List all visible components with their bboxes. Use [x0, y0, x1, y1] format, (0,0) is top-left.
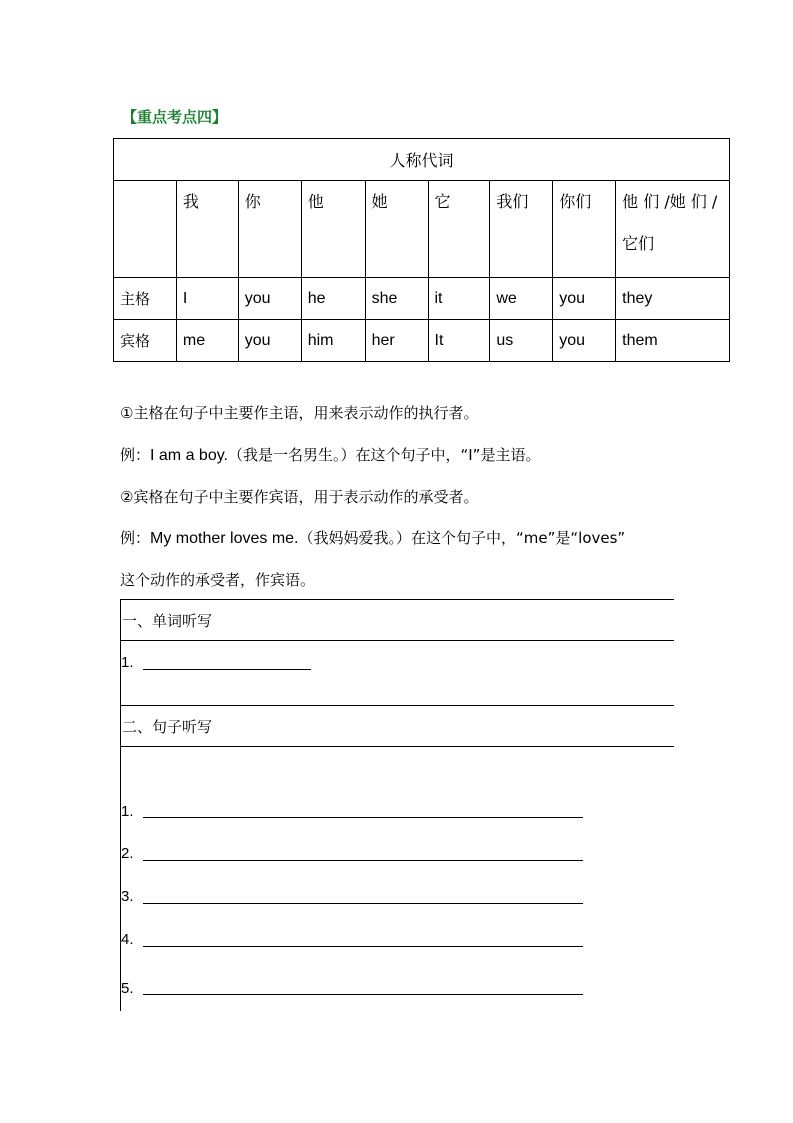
table-cell: It — [428, 320, 490, 362]
table-cell: they — [616, 278, 730, 320]
example-explanation: （我是一名男生。）在这个句子中，“I”是主语。 — [227, 446, 541, 464]
table-cell: you — [553, 278, 616, 320]
sentence-answer-line[interactable] — [143, 946, 583, 947]
table-cell: them — [616, 320, 730, 362]
header-cell: 我 — [176, 181, 238, 278]
header-cell: 他 们 /她 们 /它们 — [616, 181, 730, 278]
divider — [120, 640, 674, 641]
box-top-border — [120, 599, 674, 600]
divider — [120, 746, 674, 747]
note-objective: ②宾格在句子中主要作宾语，用于表示动作的承受者。 — [120, 488, 479, 506]
row-label: 宾格 — [114, 320, 177, 362]
section-title: 【重点考点四】 — [122, 108, 228, 126]
dictation-box — [120, 599, 674, 1011]
sentence-answer-line[interactable] — [143, 994, 583, 995]
table-cell: I — [176, 278, 238, 320]
sentence-item-number: 5. — [121, 980, 134, 997]
example-objective — [120, 527, 625, 548]
table-row-objective — [114, 320, 730, 362]
sentence-dictation-heading: 二、句子听写 — [122, 718, 213, 736]
header-cell — [114, 181, 177, 278]
example-prefix: 例： — [120, 446, 151, 464]
sentence-item-number: 3. — [121, 888, 134, 905]
table-cell: you — [553, 320, 616, 362]
word-item-number: 1. — [121, 654, 134, 671]
header-cell: 我们 — [490, 181, 553, 278]
divider — [120, 705, 674, 706]
example-sentence: My mother loves me. — [150, 530, 299, 547]
table-cell: it — [428, 278, 490, 320]
header-cell: 你 — [238, 181, 301, 278]
table-cell: her — [365, 320, 428, 362]
header-cell: 他 — [301, 181, 365, 278]
table-cell: you — [238, 278, 301, 320]
sentence-item-number: 2. — [121, 845, 134, 862]
row-label: 主格 — [114, 278, 177, 320]
table-cell: you — [238, 320, 301, 362]
example-explanation: （我妈妈爱我。）在这个句子中，“me”是“loves” — [298, 529, 626, 547]
sentence-answer-line[interactable] — [143, 817, 583, 818]
word-dictation-heading: 一、单词听写 — [122, 612, 213, 630]
table-header-row — [114, 181, 730, 278]
table-cell: he — [301, 278, 365, 320]
sentence-item-number: 1. — [121, 803, 134, 820]
table-cell: me — [176, 320, 238, 362]
example-sentence: I am a boy. — [150, 447, 228, 464]
sentence-answer-line[interactable] — [143, 903, 583, 904]
word-answer-line[interactable] — [143, 669, 311, 670]
note-nominative: ①主格在句子中主要作主语，用来表示动作的执行者。 — [120, 404, 479, 422]
table-cell: him — [301, 320, 365, 362]
header-cell: 她 — [365, 181, 428, 278]
table-caption: 人称代词 — [114, 139, 730, 181]
example-prefix: 例： — [120, 529, 151, 547]
example-objective-continued: 这个动作的承受者，作宾语。 — [120, 571, 316, 589]
sentence-item-number: 4. — [121, 931, 134, 948]
example-nominative — [120, 444, 540, 465]
table-cell: we — [490, 278, 553, 320]
table-cell: us — [490, 320, 553, 362]
table-row-nominative — [114, 278, 730, 320]
table-cell: she — [365, 278, 428, 320]
header-cell: 它 — [428, 181, 490, 278]
header-cell: 你们 — [553, 181, 616, 278]
sentence-answer-line[interactable] — [143, 860, 583, 861]
personal-pronoun-table — [113, 138, 730, 362]
